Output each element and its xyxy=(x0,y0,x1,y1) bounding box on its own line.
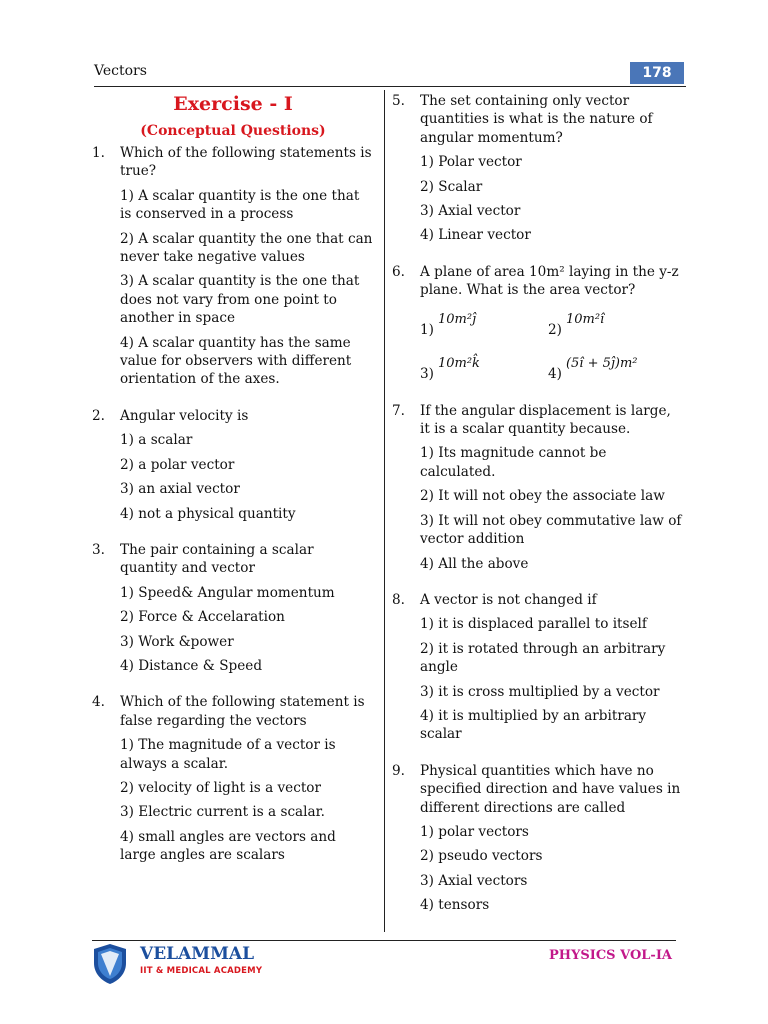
option-label: 2) xyxy=(548,322,562,339)
option: 2) Scalar xyxy=(420,178,483,195)
question-text: A vector is not changed if xyxy=(420,591,597,608)
option: 4) tensors xyxy=(420,897,490,914)
book-volume: PHYSICS VOL-IA xyxy=(549,948,672,963)
question-number: 6. xyxy=(392,263,405,280)
question-text: Which of the following statements is true? xyxy=(120,145,372,180)
option-label: 4) xyxy=(548,366,562,383)
option: 1) a scalar xyxy=(120,432,193,449)
question-6 xyxy=(392,263,682,384)
question-text: Angular velocity is xyxy=(120,407,249,424)
question-text: If the angular displacement is large, it is a scalar quantity because. xyxy=(420,402,671,438)
question-3 xyxy=(92,541,374,675)
option: 4) not a physical quantity xyxy=(120,505,296,522)
question-number: 9. xyxy=(392,762,405,779)
column-divider xyxy=(384,90,385,932)
page-header xyxy=(94,62,686,84)
right-column xyxy=(392,92,682,927)
option-label: 1) xyxy=(420,322,434,339)
brand-tagline: IIT & MEDICAL ACADEMY xyxy=(140,966,263,976)
option: 3) It will not obey commutative law of vector addition xyxy=(420,512,682,548)
left-column xyxy=(92,92,374,877)
question-7 xyxy=(392,402,682,573)
question-1 xyxy=(92,144,374,389)
footer-rule xyxy=(92,940,676,941)
option: 2) it is rotated through an arbitrary angle xyxy=(420,640,666,676)
exercise-title: Exercise - I xyxy=(173,93,293,115)
option: 1) Polar vector xyxy=(420,154,522,171)
question-text: The pair containing a scalar quantity and vector xyxy=(120,541,314,577)
option: 1) A scalar quantity is the one that is conserved in a process xyxy=(120,187,360,223)
option: 4) small angles are vectors and large angles are scalars xyxy=(120,828,336,864)
option: 1) polar vectors xyxy=(420,823,529,840)
chapter-title: Vectors xyxy=(94,63,147,79)
header-rule xyxy=(94,86,686,87)
option: 1) The magnitude of a vector is always a scalar. xyxy=(120,737,336,772)
option xyxy=(420,350,548,384)
question-number: 3. xyxy=(92,541,105,558)
question-number: 2. xyxy=(92,407,105,424)
option: 1) Speed& Angular momentum xyxy=(120,584,335,601)
option: 2) pseudo vectors xyxy=(420,848,543,865)
option: 2) a polar vector xyxy=(120,456,235,473)
option: 3) Axial vectors xyxy=(420,872,528,889)
option: 3) Electric current is a scalar. xyxy=(120,804,325,821)
option: 1) it is displaced parallel to itself xyxy=(420,616,647,633)
option: 4) Linear vector xyxy=(420,227,531,244)
option xyxy=(548,350,688,384)
option: 3) Work &power xyxy=(120,633,234,650)
option: 2) A scalar quantity the one that can never take negative values xyxy=(120,230,373,266)
question-9 xyxy=(392,762,682,915)
exercise-subtitle: (Conceptual Questions) xyxy=(140,123,326,139)
option: 2) velocity of light is a vector xyxy=(120,779,321,796)
question-4 xyxy=(92,693,374,864)
option-math: 10m²k̂ xyxy=(437,356,480,372)
option: 4) All the above xyxy=(420,555,529,572)
question-5 xyxy=(392,92,682,245)
option: 3) Axial vector xyxy=(420,203,521,220)
option: 2) Force & Accelaration xyxy=(120,609,285,626)
option: 3) an axial vector xyxy=(120,481,240,498)
question-number: 4. xyxy=(92,694,105,711)
option: 4) A scalar quantity has the same value for observers with different orientation of the axes. xyxy=(120,334,352,388)
brand-name: VELAMMAL xyxy=(140,944,255,964)
question-number: 5. xyxy=(392,93,405,109)
option xyxy=(420,306,548,340)
velammal-shield-logo-icon xyxy=(92,943,128,985)
question-number: 7. xyxy=(392,402,405,419)
question-2 xyxy=(92,407,374,523)
option-math: 10m²î xyxy=(565,312,605,328)
option: 4) Distance & Speed xyxy=(120,657,263,674)
option: 1) Its magnitude cannot be calculated. xyxy=(420,445,607,480)
option: 3) it is cross multiplied by a vector xyxy=(420,683,660,700)
option-label: 3) xyxy=(420,366,434,383)
question-number: 8. xyxy=(392,591,405,608)
page-number-badge: 178 xyxy=(630,62,684,84)
question-text: Physical quantities which have no specified direction and have values in different directions are called xyxy=(420,762,681,816)
question-text: Which of the following statement is false regarding the vectors xyxy=(120,694,365,729)
question-text: The set containing only vector quantities is what is the nature of angular momentum? xyxy=(420,93,653,146)
option: 2) It will not obey the associate law xyxy=(420,488,665,505)
question-number: 1. xyxy=(92,145,105,161)
question-8 xyxy=(392,591,682,744)
option: 4) it is multiplied by an arbitrary scalar xyxy=(420,707,647,743)
option xyxy=(548,306,688,340)
option: 3) A scalar quantity is the one that does not vary from one point to another in space xyxy=(120,273,360,327)
option-math: 10m²ĵ xyxy=(437,312,477,328)
option-math: (5î + 5ĵ)m² xyxy=(565,356,638,372)
option-grid xyxy=(420,306,682,384)
page-footer xyxy=(92,940,676,976)
question-text: A plane of area 10m² laying in the y-z plane. What is the area vector? xyxy=(420,263,679,299)
